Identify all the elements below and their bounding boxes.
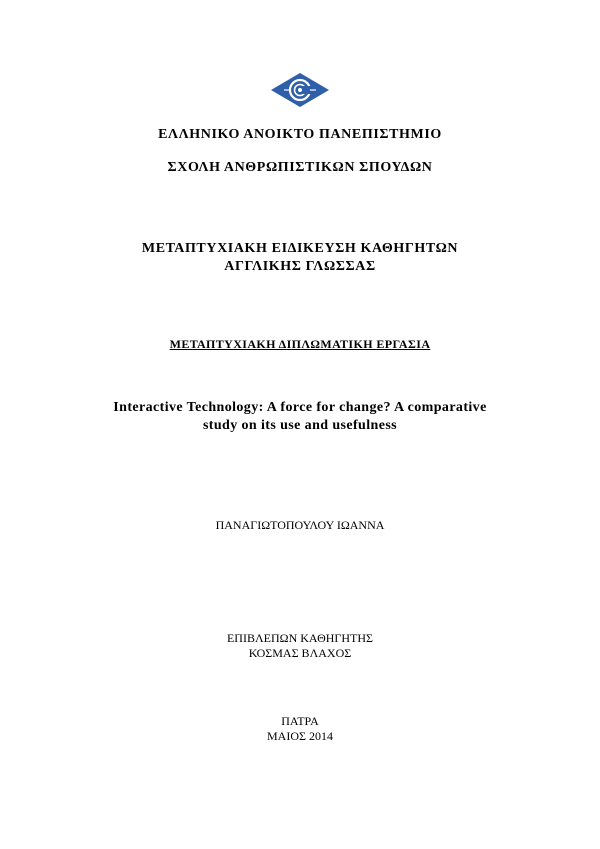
author-name: ΠΑΝΑΓΙΩΤΟΠΟΥΛΟΥ ΙΩΑΝΝΑ (215, 518, 385, 532)
school-name: ΣΧΟΛΗ ΑΝΘΡΩΠΙΣΤΙΚΩΝ ΣΠΟΥΔΩΝ (167, 160, 433, 175)
university-name: ΕΛΛΗΝΙΚΟ ΑΝΟΙΚΤΟ ΠΑΝΕΠΙΣΤΗΜΙΟ (158, 127, 442, 142)
date: ΜΑΙΟΣ 2014 (267, 729, 333, 743)
thesis-title-line-2: study on its use and usefulness (202, 418, 398, 433)
thesis-title-line-1: Interactive Technology: A force for change? A comparative (113, 400, 487, 415)
document-type-heading (0, 337, 600, 352)
program-name-line-2: ΑΓΓΛΙΚΗΣ ΓΛΩΣΣΑΣ (224, 259, 376, 274)
university-logo-icon (270, 72, 330, 108)
supervisor-name: ΚΟΣΜΑΣ ΒΛΑΧΟΣ (248, 646, 352, 660)
program-name-line-1: ΜΕΤΑΠΤΥΧΙΑΚΗ ΕΙΔΙΚΕΥΣΗ ΚΑΘΗΓΗΤΩΝ (141, 241, 459, 256)
place: ΠΑΤΡΑ (281, 714, 319, 728)
document-type-text: ΜΕΤΑΠΤΥΧΙΑΚΗ ΔΙΠΛΩΜΑΤΙΚΗ ΕΡΓΑΣΙΑ (169, 337, 431, 351)
supervisor-label: ΕΠΙΒΛΕΠΩΝ ΚΑΘΗΓΗΤΗΣ (226, 631, 374, 645)
